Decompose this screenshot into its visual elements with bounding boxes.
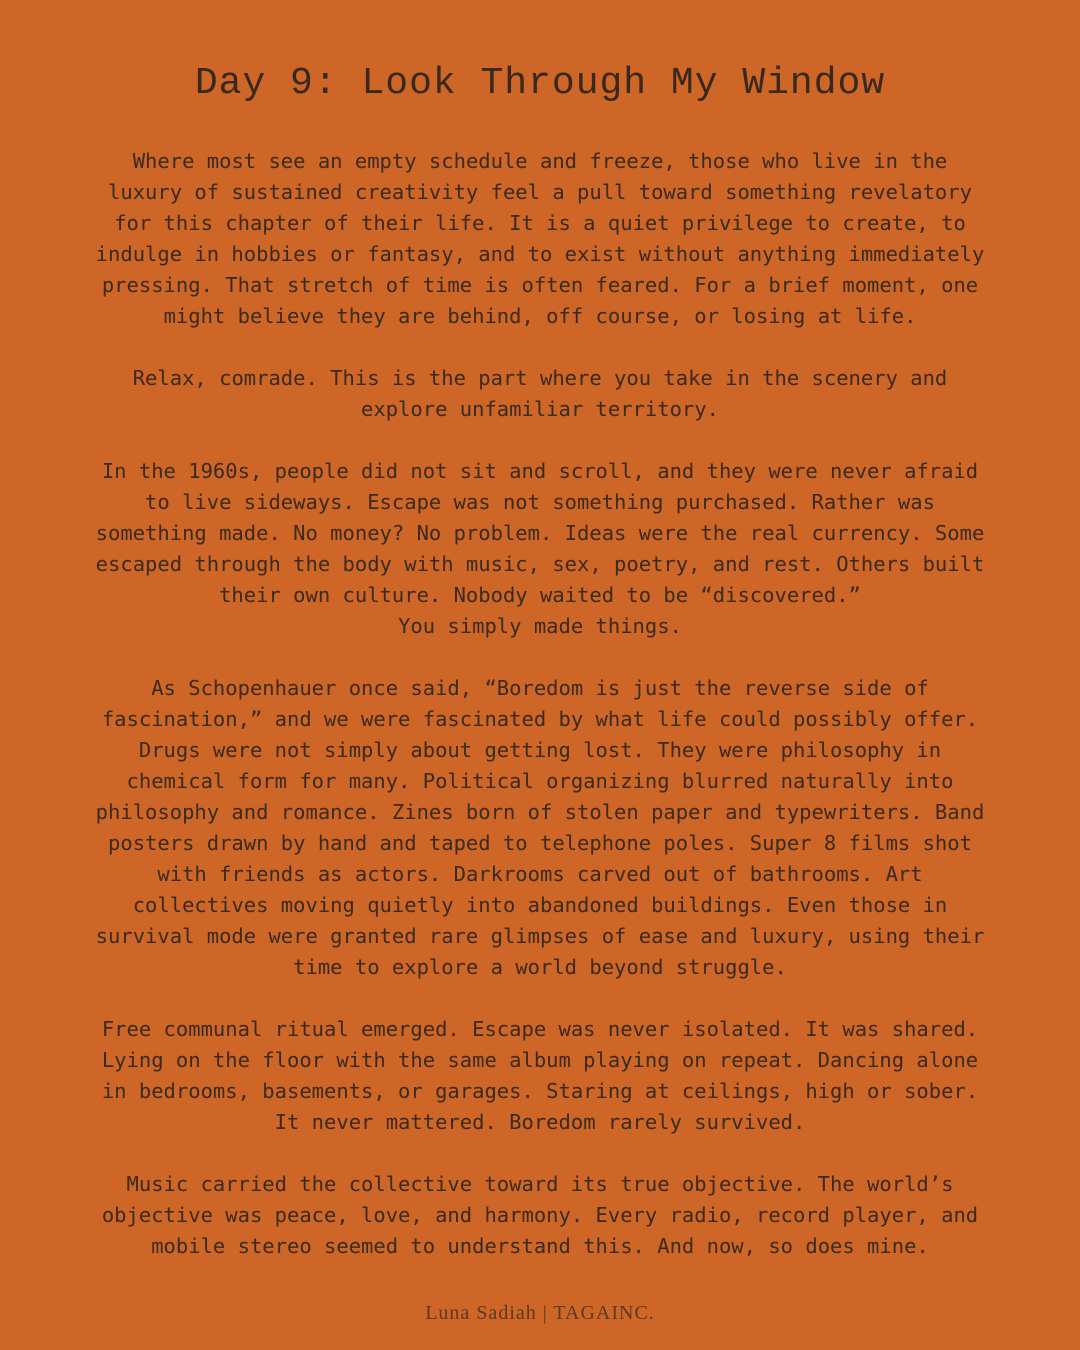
paragraph [40,1014,1040,1138]
text-line: something made. No money? No problem. Ideas were the real currency. Some [95,521,985,545]
text-line: Drugs were not simply about getting lost. They were philosophy in [138,738,942,762]
text-line: In the 1960s, people did not sit and scroll, and they were never afraid [101,459,979,483]
text-line: Music carried the collective toward its true objective. The world’s [126,1172,954,1196]
text-line: chemical form for many. Political organizing blurred naturally into [126,769,954,793]
text-line: You simply made things. [398,614,682,638]
text-line: their own culture. Nobody waited to be “discovered.” [219,583,861,607]
text-line: explore unfamiliar territory. [361,397,719,421]
text-line: Free communal ritual emerged. Escape was never isolated. It was shared. [101,1017,979,1041]
text-line: indulge in hobbies or fantasy, and to exist without anything immediately [95,242,985,266]
text-line: fascination,” and we were fascinated by what life could possibly offer. [101,707,979,731]
text-line: to live sideways. Escape was not something purchased. Rather was [145,490,935,514]
text-line: pressing. That stretch of time is often feared. For a brief moment, one [101,273,979,297]
text-line: survival mode were granted rare glimpses of ease and luxury, using their [95,924,985,948]
text-line: philosophy and romance. Zines born of stolen paper and typewriters. Band [95,800,985,824]
text-line: Where most see an empty schedule and freeze, those who live in the [132,149,948,173]
paragraph [40,456,1040,642]
text-line: posters drawn by hand and taped to telephone poles. Super 8 films shot [108,831,972,855]
text-line: objective was peace, love, and harmony. Every radio, record player, and [101,1203,979,1227]
text-line: escaped through the body with music, sex, poetry, and rest. Others built [95,552,985,576]
text-line: collectives moving quietly into abandoned buildings. Even those in [132,893,948,917]
text-line: It never mattered. Boredom rarely survived. [274,1110,806,1134]
page-title: Day 9: Look Through My Window [194,62,886,105]
text-line: mobile stereo seemed to understand this. And now, so does mine. [151,1234,929,1258]
text-line: luxury of sustained creativity feel a pull toward something revelatory [108,180,972,204]
text-line: in bedrooms, basements, or garages. Staring at ceilings, high or sober. [101,1079,979,1103]
paragraph [40,363,1040,425]
text-line: time to explore a world beyond struggle. [293,955,787,979]
body-text [40,146,1040,1293]
text-line: Lying on the floor with the same album playing on repeat. Dancing alone [101,1048,979,1072]
text-line: for this chapter of their life. It is a quiet privilege to create, to [114,211,966,235]
author-credit: Luna Sadiah | TAGAINC. [425,1302,655,1324]
text-line: Relax, comrade. This is the part where you take in the scenery and [132,366,948,390]
paragraph [40,1169,1040,1262]
paragraph [40,673,1040,983]
text-line: As Schopenhauer once said, “Boredom is just the reverse side of [151,676,929,700]
text-line: might believe they are behind, off course, or losing at life. [163,304,917,328]
text-line: with friends as actors. Darkrooms carved out of bathrooms. Art [157,862,923,886]
paragraph [40,146,1040,332]
